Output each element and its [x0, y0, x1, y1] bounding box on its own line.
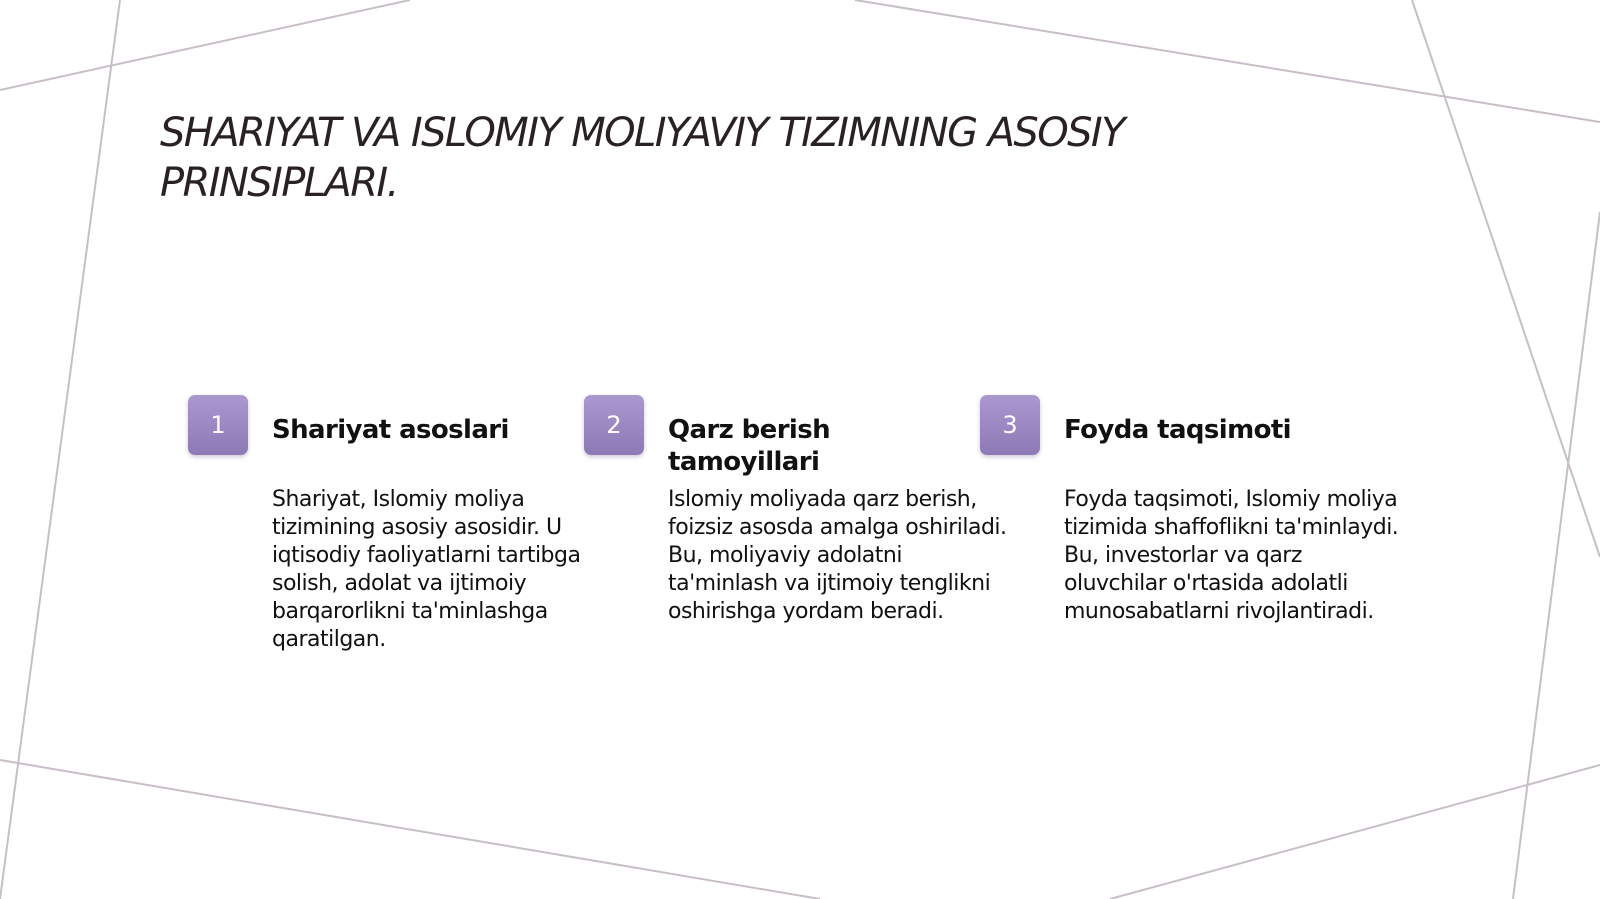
bg-line	[0, 0, 410, 90]
bg-line	[1110, 765, 1600, 899]
step-number-badge-1: 1	[188, 395, 248, 455]
bg-line	[855, 0, 1600, 122]
step-description-3: Foyda taqsimoti, Islomiy moliya tizimida shaffoflikni ta'minlaydi. Bu, investorlar va qarz oluvchilar o'rtasida adolatli munosabatlarni rivojlantiradi.	[1064, 487, 1399, 624]
step-number-badge-3: 3	[980, 395, 1040, 455]
step-description-2: Islomiy moliyada qarz berish, foizsiz asosda amalga oshiriladi. Bu, moliyaviy adolatni ta'minlash va ijtimoiy tenglikni oshirishga yordam beradi.	[668, 487, 1007, 624]
step-heading-2: Qarz berish tamoyillari	[668, 415, 831, 477]
step-heading-1: Shariyat asoslari	[272, 415, 509, 445]
bg-line	[1412, 0, 1600, 557]
slide-title: SHARIYAT VA ISLOMIY MOLIYAVIY TIZIMNING ASOSIY PRINSIPLARI.	[160, 110, 1124, 206]
bg-line	[0, 760, 820, 899]
step-description-1: Shariyat, Islomiy moliya tizimining asosiy asosidir. U iqtisodiy faoliyatlarni tartibga solish, adolat va ijtimoiy barqarorlikni ta'minlashga qaratilgan.	[272, 487, 581, 652]
bg-line	[1513, 212, 1600, 899]
step-number-badge-2: 2	[584, 395, 644, 455]
step-heading-3: Foyda taqsimoti	[1064, 415, 1291, 445]
bg-line	[0, 0, 120, 899]
